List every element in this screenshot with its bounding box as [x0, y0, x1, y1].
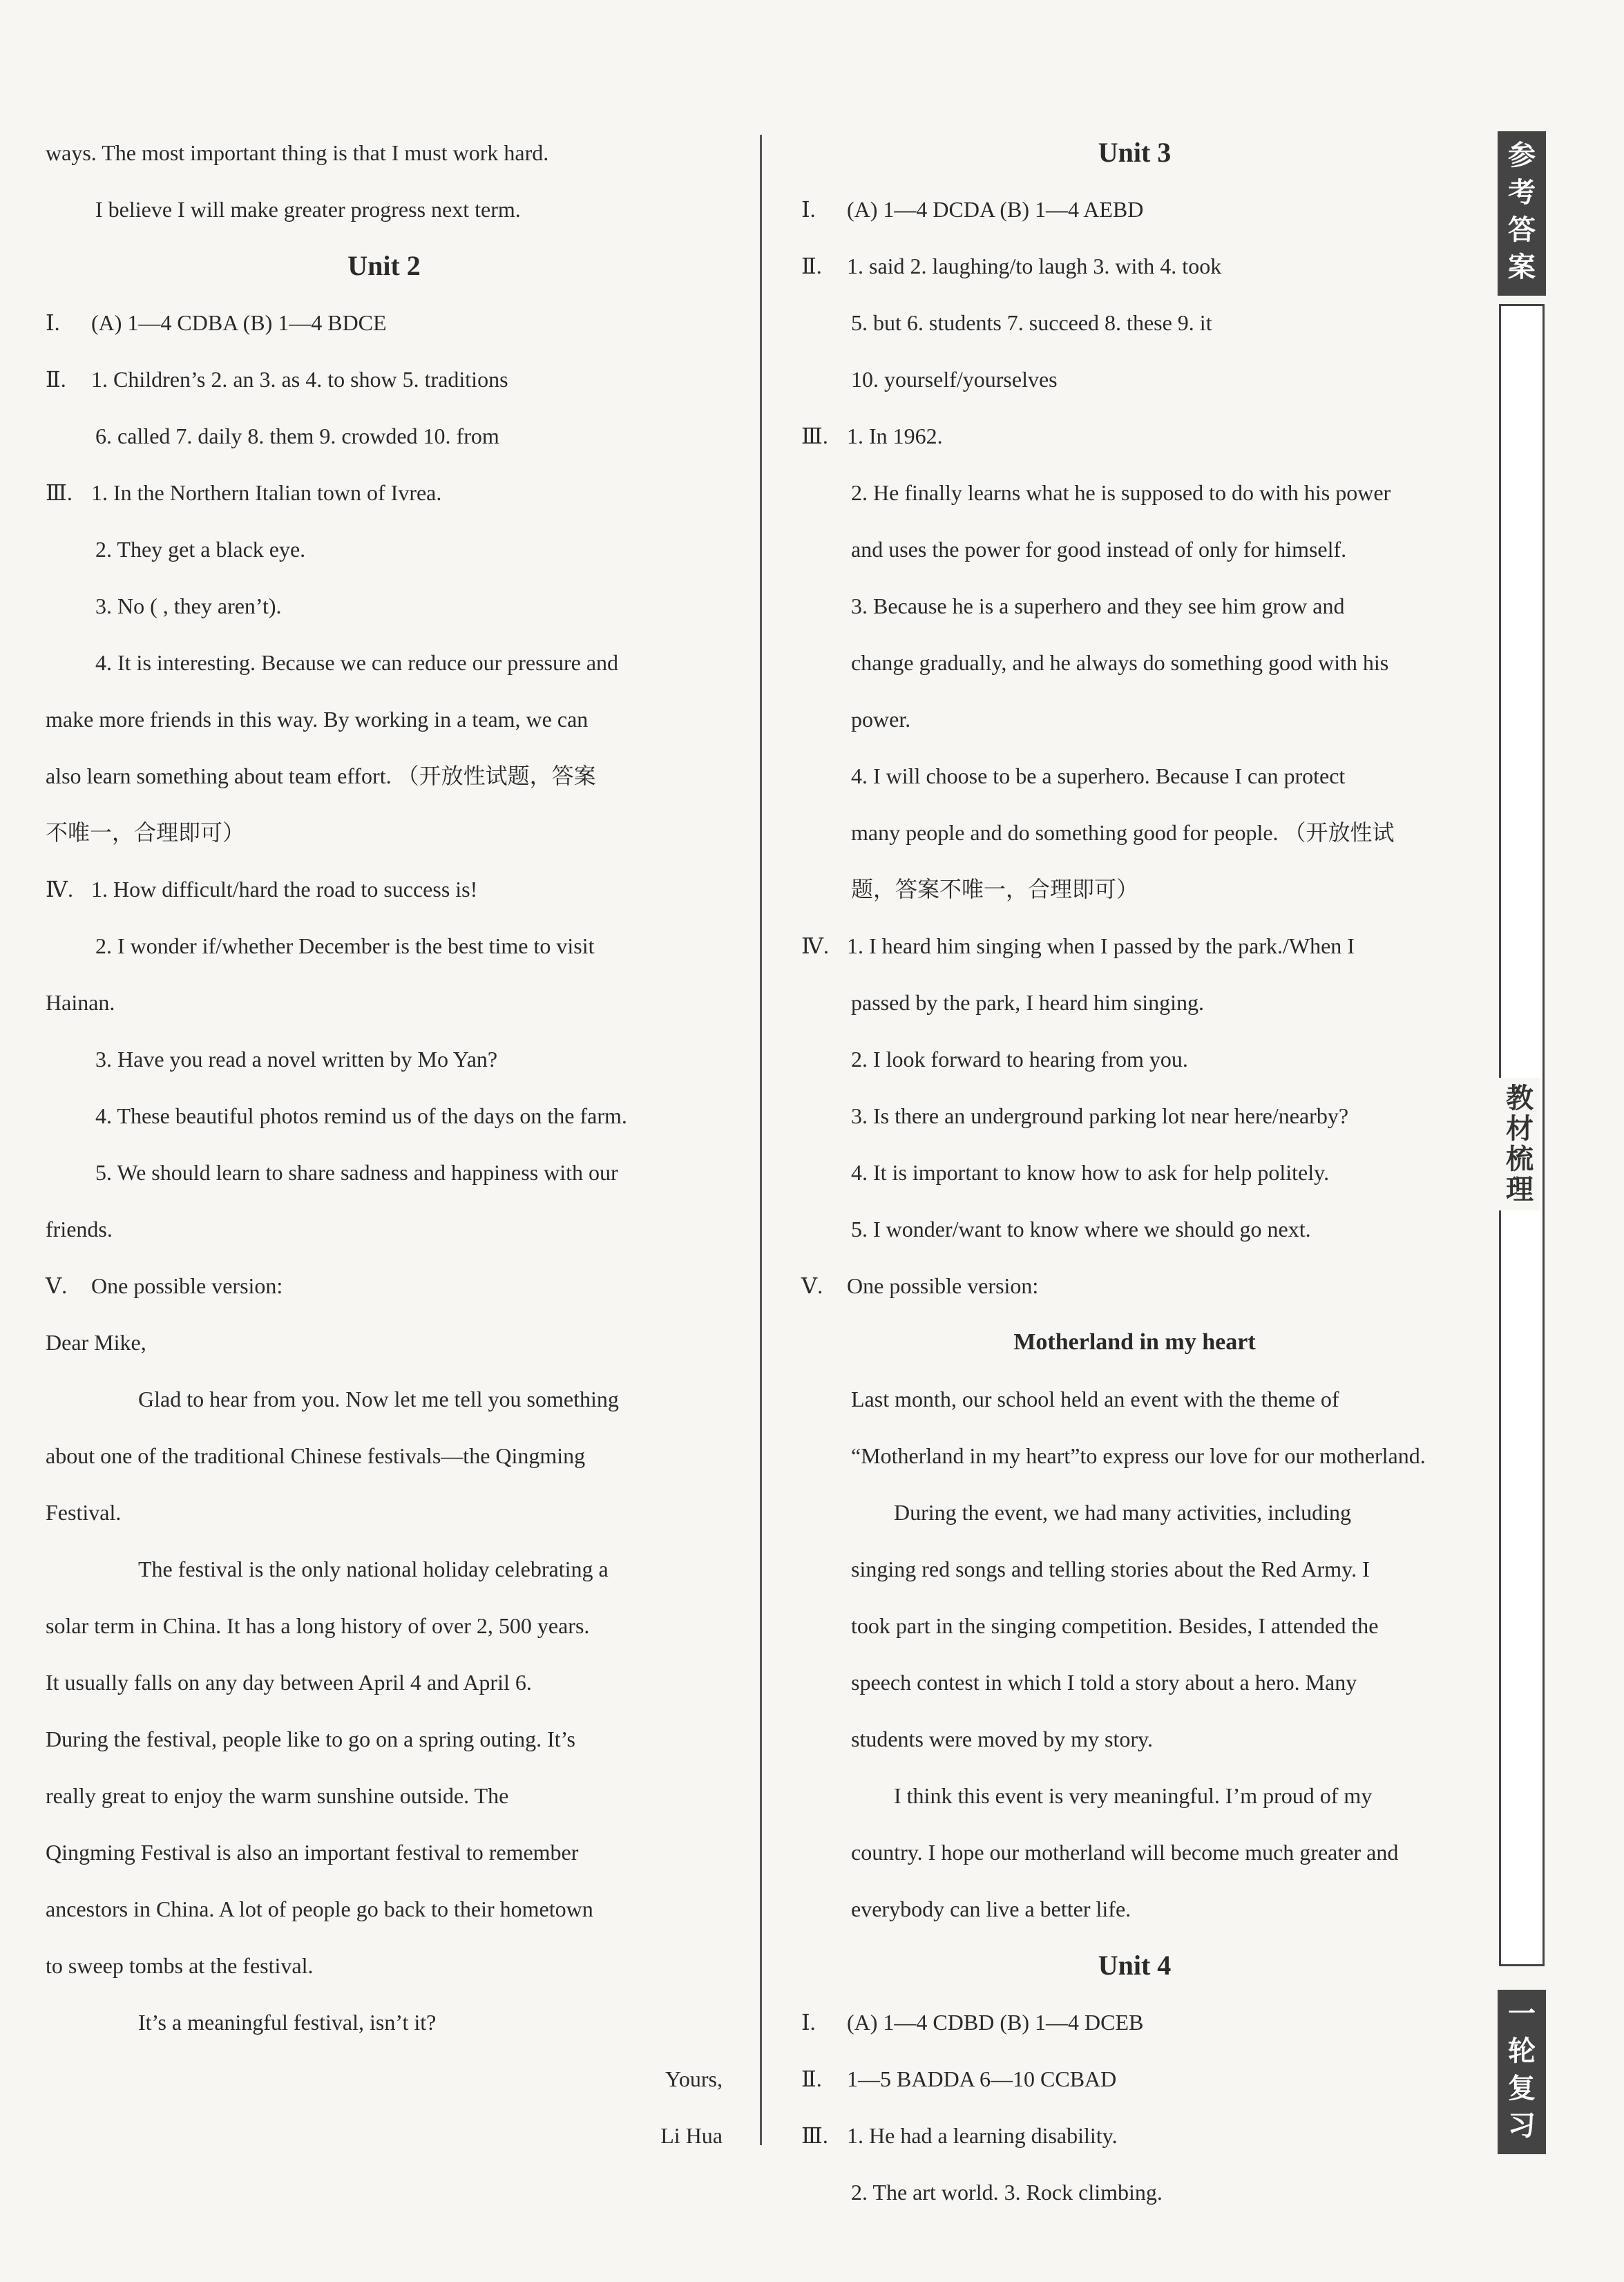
answer-note: 不唯一，合理即可）: [46, 820, 245, 845]
essay-text: speech contest in which I told a story about a hero. Many: [851, 1670, 1357, 1695]
answer-text: 1. said 2. laughing/to laugh 3. with 4. took: [847, 254, 1222, 278]
answer-tab: [1498, 131, 1546, 296]
answer-text: 4. It is interesting. Because we can reduce our pressure and: [95, 650, 619, 675]
essay-text: took part in the singing competition. Besides, I attended the: [851, 1613, 1379, 1638]
answer-text: passed by the park, I heard him singing.: [851, 990, 1204, 1015]
tab-char: 习: [1508, 2110, 1536, 2142]
letter-text: It’s a meaningful festival, isn’t it?: [138, 2010, 437, 2035]
section-4: [801, 917, 1468, 974]
section-number: Ⅱ.: [801, 2066, 822, 2091]
answer-text: and uses the power for good instead of only for himself.: [851, 537, 1347, 562]
column-divider: [760, 135, 762, 2145]
section-number: Ⅴ.: [801, 1273, 823, 1298]
section-number: Ⅰ.: [801, 197, 816, 222]
answer-text: One possible version:: [91, 1273, 283, 1298]
tab-char: 一: [1508, 1998, 1536, 2030]
text-line: I believe I will make greater progress next term.: [95, 197, 521, 222]
answer-text: 10. yourself/yourselves: [851, 367, 1058, 392]
section-5: [46, 1257, 723, 1314]
section-number: Ⅲ.: [46, 480, 73, 505]
letter-greeting: Dear Mike,: [46, 1330, 146, 1355]
answer-text: make more friends in this way. By working in a team, we can: [46, 707, 589, 732]
answer-text: 2. He finally learns what he is supposed to do with his power: [851, 480, 1391, 505]
tab-char: 复: [1508, 2073, 1536, 2104]
text-line: ways. The most important thing is that I must work hard.: [46, 140, 549, 165]
section-2: [46, 351, 723, 408]
tab-char: 考: [1508, 177, 1536, 209]
answer-text: (A) 1—4 CDBD (B) 1—4 DCEB: [847, 2010, 1144, 2035]
tab-char: 答: [1508, 214, 1536, 246]
label-char: 理: [1506, 1174, 1534, 1206]
letter-text: Qingming Festival is also an important festival to remember: [46, 1840, 579, 1865]
left-column: [46, 124, 723, 2164]
answer-text: 2. They get a black eye.: [95, 537, 306, 562]
section-5: [801, 1257, 1468, 1314]
tab-char: 轮: [1508, 2035, 1536, 2067]
answer-text: (A) 1—4 DCDA (B) 1—4 AEBD: [847, 197, 1144, 222]
unit-3-heading: Unit 3: [1098, 137, 1172, 168]
letter-text: It usually falls on any day between April 4 and April 6.: [46, 1670, 532, 1695]
section-number: Ⅲ.: [801, 424, 828, 448]
section-number: Ⅴ.: [46, 1273, 68, 1298]
answer-text: power.: [851, 707, 911, 732]
answer-text: 2. The art world. 3. Rock climbing.: [851, 2180, 1163, 2205]
essay-text: singing red songs and telling stories about the Red Army. I: [851, 1557, 1370, 1581]
answer-text: 3. Because he is a superhero and they see him grow and: [851, 593, 1345, 618]
answer-text: 4. These beautiful photos remind us of the days on the farm.: [95, 1103, 627, 1128]
section-number: Ⅲ.: [801, 2123, 828, 2148]
answer-text: 5. I wonder/want to know where we should go next.: [851, 1217, 1311, 1242]
answer-text: many people and do something good for people. （开放性试: [851, 820, 1395, 845]
letter-text: ancestors in China. A lot of people go back to their hometown: [46, 1896, 593, 1921]
answer-text: 2. I wonder if/whether December is the best time to visit: [95, 933, 595, 958]
section-3: [801, 2107, 1468, 2164]
section-2: [801, 2051, 1468, 2107]
essay-title: Motherland in my heart: [1013, 1329, 1256, 1355]
right-column: [801, 124, 1468, 2221]
essay-text: students were moved by my story.: [851, 1727, 1153, 1751]
letter-closing: Yours,: [665, 2066, 723, 2091]
answer-text: 1. In the Northern Italian town of Ivrea.: [91, 480, 442, 505]
section-number: Ⅱ.: [46, 367, 66, 392]
answer-text: 3. Have you read a novel written by Mo Yan?: [95, 1047, 498, 1072]
section-number: Ⅰ.: [46, 310, 60, 335]
letter-text: Festival.: [46, 1500, 122, 1525]
answer-text: (A) 1—4 CDBA (B) 1—4 BDCE: [91, 310, 387, 335]
letter-text: about one of the traditional Chinese festivals—the Qingming: [46, 1443, 586, 1468]
letter-text: During the festival, people like to go on a spring outing. It’s: [46, 1727, 575, 1751]
answer-text: 3. No ( , they aren’t).: [95, 593, 282, 618]
letter-signature: Li Hua: [660, 2123, 723, 2148]
label-char: 材: [1506, 1113, 1534, 1145]
answer-text: Hainan.: [46, 990, 115, 1015]
answer-text: 4. It is important to know how to ask for help politely.: [851, 1160, 1330, 1185]
section-4: [46, 861, 723, 917]
tab-char: 案: [1508, 251, 1536, 283]
review-tab: [1498, 1990, 1546, 2154]
essay-text: everybody can live a better life.: [851, 1896, 1131, 1921]
essay-text: I think this event is very meaningful. I’m proud of my: [894, 1783, 1373, 1808]
answer-text: 3. Is there an underground parking lot near here/nearby?: [851, 1103, 1349, 1128]
letter-text: really great to enjoy the warm sunshine outside. The: [46, 1783, 509, 1808]
tab-char: 参: [1508, 140, 1536, 171]
answer-text: also learn something about team effort. （开放性试题，答案: [46, 763, 596, 788]
section-3: [801, 408, 1468, 464]
section-1: [46, 294, 723, 351]
section-number: Ⅱ.: [801, 254, 822, 278]
label-char: 教: [1506, 1083, 1534, 1114]
section-1: [801, 181, 1468, 238]
letter-text: to sweep tombs at the festival.: [46, 1953, 314, 1978]
label-char: 梳: [1506, 1143, 1534, 1175]
answer-text: One possible version:: [847, 1273, 1039, 1298]
essay-text: “Motherland in my heart”to express our love for our motherland.: [851, 1443, 1426, 1468]
section-1: [801, 1994, 1468, 2051]
answer-text: 2. I look forward to hearing from you.: [851, 1047, 1188, 1072]
answer-text: 1. In 1962.: [847, 424, 943, 448]
letter-text: The festival is the only national holiday celebrating a: [138, 1557, 609, 1581]
unit-4-heading: Unit 4: [1098, 1950, 1172, 1981]
material-label: [1499, 1078, 1540, 1210]
essay-text: Last month, our school held an event with the theme of: [851, 1387, 1339, 1411]
answer-text: change gradually, and he always do something good with his: [851, 650, 1389, 675]
unit-2-heading: Unit 2: [347, 250, 421, 281]
answer-text: 1—5 BADDA 6—10 CCBAD: [847, 2066, 1117, 2091]
answer-text: 1. How difficult/hard the road to success is!: [91, 877, 478, 902]
essay-text: During the event, we had many activities, including: [894, 1500, 1352, 1525]
section-number: Ⅳ.: [46, 877, 73, 902]
answer-text: 1. Children’s 2. an 3. as 4. to show 5. traditions: [91, 367, 508, 392]
section-2: [801, 238, 1468, 294]
letter-text: solar term in China. It has a long history of over 2, 500 years.: [46, 1613, 590, 1638]
answer-note: 题，答案不唯一，合理即可）: [851, 877, 1139, 902]
letter-text: Glad to hear from you. Now let me tell you something: [138, 1387, 619, 1411]
answer-text: 5. We should learn to share sadness and happiness with our: [95, 1160, 618, 1185]
section-number: Ⅳ.: [801, 933, 829, 958]
answer-text: 6. called 7. daily 8. them 9. crowded 10. from: [95, 424, 499, 448]
answer-text: 1. He had a learning disability.: [847, 2123, 1118, 2148]
essay-text: country. I hope our motherland will become much greater and: [851, 1840, 1399, 1865]
answer-text: 4. I will choose to be a superhero. Because I can protect: [851, 763, 1346, 788]
section-number: Ⅰ.: [801, 2010, 816, 2035]
answer-text: 5. but 6. students 7. succeed 8. these 9. it: [851, 310, 1212, 335]
answer-text: friends.: [46, 1217, 113, 1242]
answer-text: 1. I heard him singing when I passed by the park./When I: [847, 933, 1355, 958]
section-3: [46, 464, 723, 521]
